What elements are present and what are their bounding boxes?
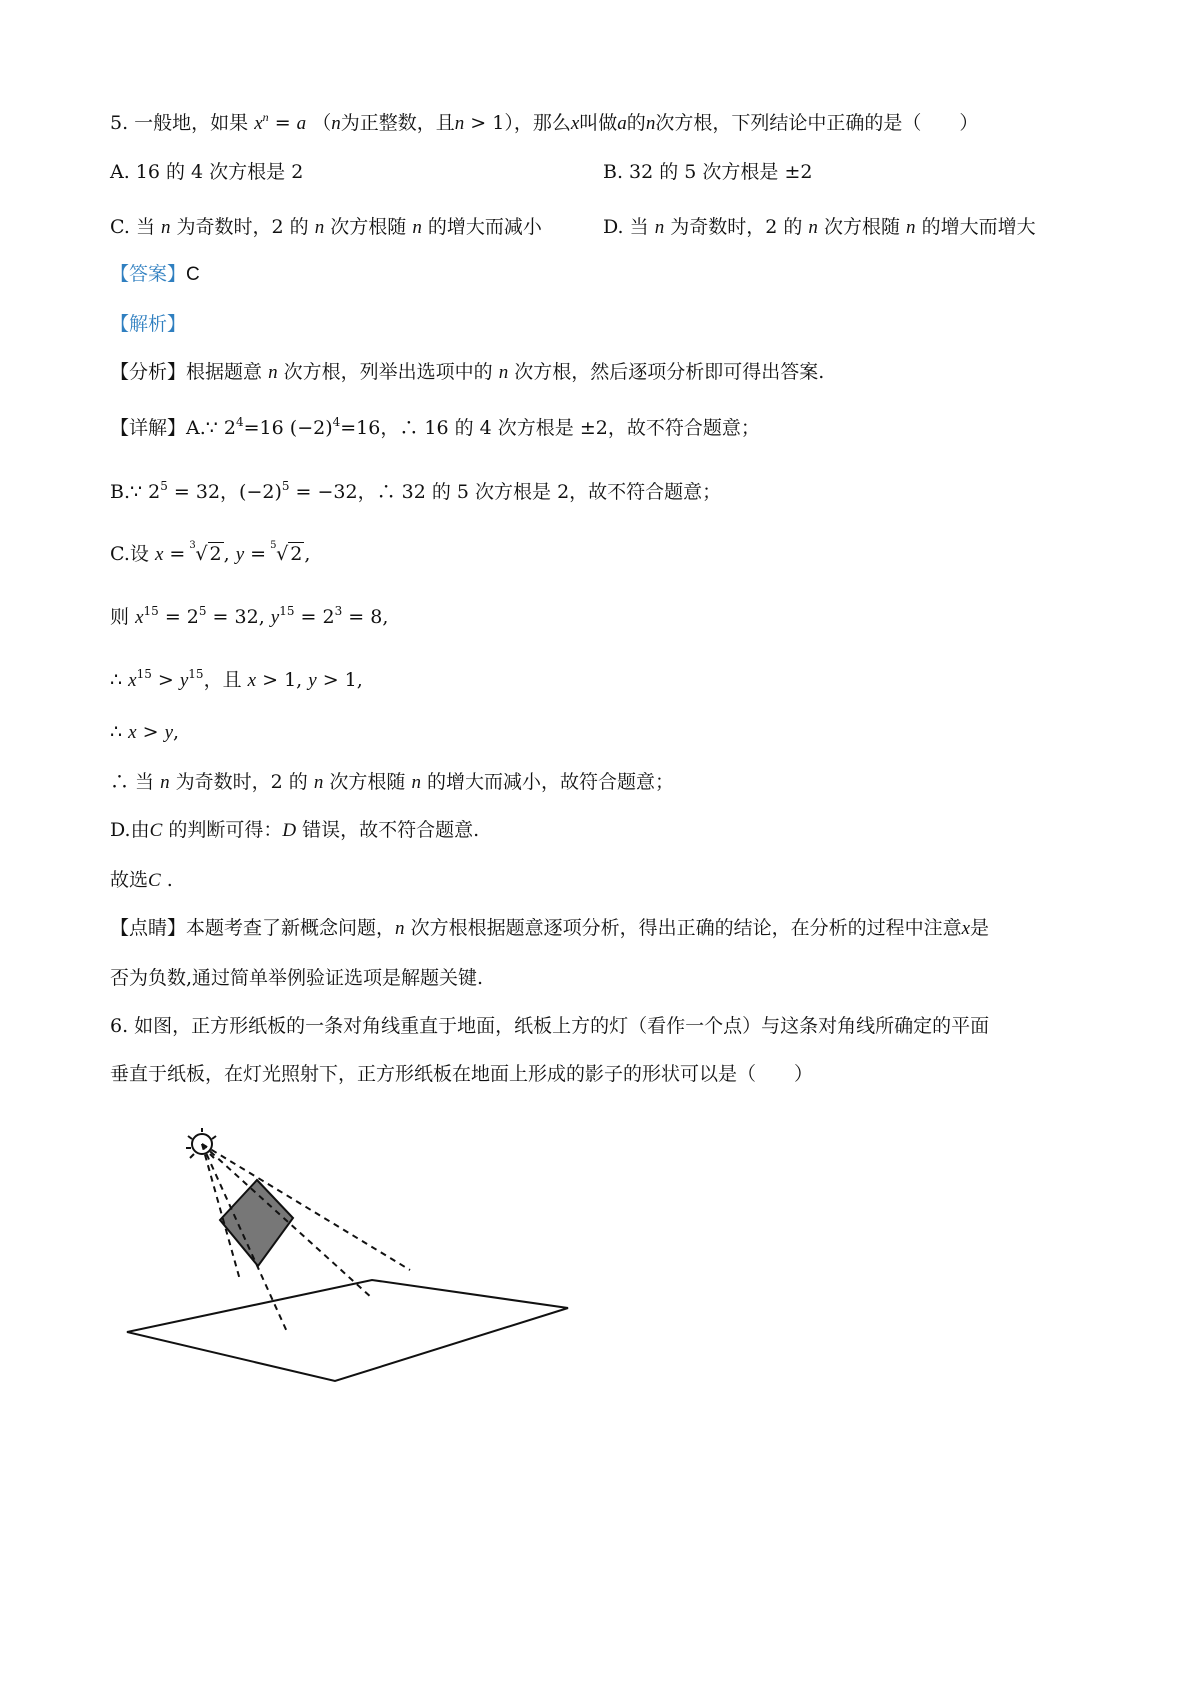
q6-line-1: 6. 如图，正方形纸板的一条对角线重直于地面，纸板上方的灯（看作一个点）与这条对角线所确定的平面 — [110, 1015, 990, 1037]
option-d: D. 当 n 为奇数时，2 的 n 次方根随 n 的增大而增大 — [603, 216, 1036, 238]
detail-b: B.∵ $2^5 = 32$，$(-2)^5 = -32$，∴ 32 的 5 次方根是 2，故不符合题意； — [110, 479, 722, 503]
detail-c-5: ∴ 当 n 为奇数时，2 的 n 次方根随 n 的增大而减小，故符合题意； — [110, 771, 674, 793]
light-rays — [202, 1144, 410, 1334]
option-a: A. 16 的 4 次方根是 2 — [110, 161, 304, 183]
fenxi-line: 【分析】根据题意 n 次方根，列举出选项中的 n 次方根，然后逐项分析即可得出答案. — [110, 361, 825, 383]
answer-line: 【答案】C — [110, 263, 200, 285]
q6-line-2: 垂直于纸板，在灯光照射下，正方形纸板在地面上形成的影子的形状可以是（ ） — [110, 1063, 814, 1085]
q5-stem: 5. 一般地，如果 $x^n = a$ （n为正整数，且n > 1），那么x叫做a的n次方根，下列结论中正确的是（ ） — [110, 110, 979, 134]
dianjing-2: 否为负数,通过简单举例验证选项是解题关键. — [110, 967, 484, 989]
detail-c-3: ∴ $x^{15} > y^{15}$，且 x > 1, y > 1, — [110, 667, 363, 691]
dianjing-1: 【点睛】本题考查了新概念问题，n 次方根根据题意逐项分析，得出正确的结论，在分析的过程中注意x是 — [110, 917, 990, 939]
detail-c-4: ∴ x > y, — [110, 721, 180, 743]
ground-plane — [127, 1280, 568, 1381]
option-b: B. 32 的 5 次方根是 ±2 — [603, 161, 813, 183]
shadow-figure — [110, 1108, 630, 1388]
option-c: C. 当 n 为奇数时，2 的 n 次方根随 n 的增大而减小 — [110, 216, 542, 238]
analysis-tag: 【解析】 — [110, 313, 187, 335]
detail-d: D.由C 的判断可得：D 错误，故不符合题意. — [110, 819, 480, 841]
detail-c-1: C.设 x = 3 √ 2 , y = 5 √ 2 , — [110, 540, 311, 565]
detail-c-2: 则 $x^{15} = 2^5 = 32$, $y^{15} = 2^3 = 8$, — [110, 604, 389, 628]
conclusion: 故选C . — [110, 869, 173, 891]
detail-a: 【详解】A.∵ $2^4=16$ $(-2)^4=16$，∴ 16 的 4 次方根是 ±2，故不符合题意； — [110, 415, 760, 439]
